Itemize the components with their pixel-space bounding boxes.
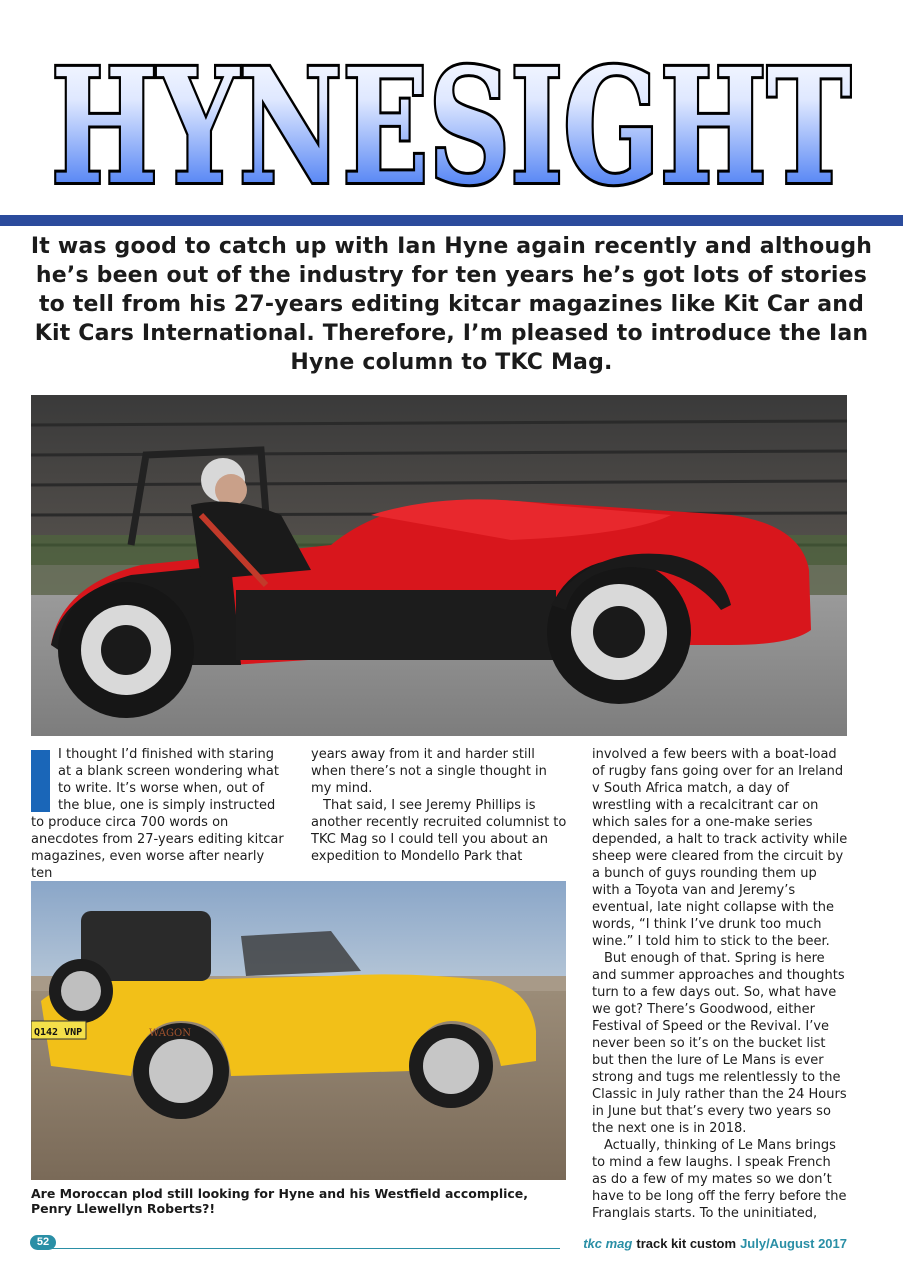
article-paragraph: But enough of that. Spring is here and summer approaches and thoughts turn to a few days out. So, what have we got? There’s Goodwood, either Festival of Speed or the Revival. I’ve never been so it’s on the bucket list but then the lure of Le Mans is ever strong and tugs me relentlessly to the Classic in July rather than the 24 Hours in June but that’s every two years so the next one is in 2018. — [592, 951, 847, 1136]
article-paragraph: That said, I see Jeremy Phillips is another recently recruited columnist to TKC Mag so I could tell you about an expedition to Mondello Park that — [311, 798, 567, 864]
secondary-photo — [31, 881, 566, 1180]
footer-rule — [50, 1248, 560, 1249]
magazine-tagline: track kit custom — [636, 1236, 737, 1251]
article-paragraph: Actually, thinking of Le Mans brings to mind a few laughs. I speak French as do a few of my mates so we don’t have to be long off the ferry before the Franglais starts. To the uninitiated, — [592, 1138, 847, 1221]
article-column-1 — [31, 746, 289, 882]
article-column-3 — [592, 746, 848, 1222]
photo-caption: Are Moroccan plod still looking for Hyne and his Westfield accomplice, Penry Llewellyn Roberts?! — [31, 1186, 529, 1216]
header-rule — [0, 215, 903, 226]
page-number: 52 — [30, 1235, 56, 1250]
lead-photo — [31, 395, 847, 736]
dropcap-block — [31, 750, 50, 812]
sponsor-sticker: WAGON — [149, 1028, 191, 1039]
article-paragraph: involved a few beers with a boat-load of rugby fans going over for an Ireland v South Africa match, a day of wrestling with a recalcitrant car on which sales for a one-make series depended, a halt to track activity while sheep were cleared from the circuit by a bunch of guys rounding them up with a Toyota van and Jeremy’s eventual, late night collapse with the words, “I think I’ve drunk too much wine.” I told him to stick to the beer. — [592, 747, 848, 949]
masthead-title-graphic — [0, 0, 903, 215]
masthead-title: HYNESIGHT — [51, 35, 851, 215]
standfirst: It was good to catch up with Ian Hyne again recently and although he’s been out of the industry for ten years he’s got lots of stories to tell from his 27-years editing kitcar magazines like Kit Car and Kit Cars International. Therefore, I’m pleased to introduce the Ian Hyne column to TKC Mag. — [30, 234, 873, 375]
number-plate: Q142 VNP — [34, 1027, 83, 1038]
article-paragraph: I thought I’d finished with staring at a blank screen wondering what to write. It’s worse when, out of the blue, one is simply instructed to produce circa 700 words on anecdotes from 27-years editing kitcar magazines, even worse after nearly ten — [31, 747, 284, 881]
masthead — [0, 0, 903, 215]
footer-folio — [583, 1236, 847, 1252]
magazine-name: tkc mag — [583, 1236, 633, 1251]
article-paragraph: years away from it and harder still when there’s not a single thought in my mind. — [311, 747, 547, 796]
article-column-2 — [311, 746, 569, 865]
issue-date: July/August 2017 — [740, 1236, 847, 1251]
